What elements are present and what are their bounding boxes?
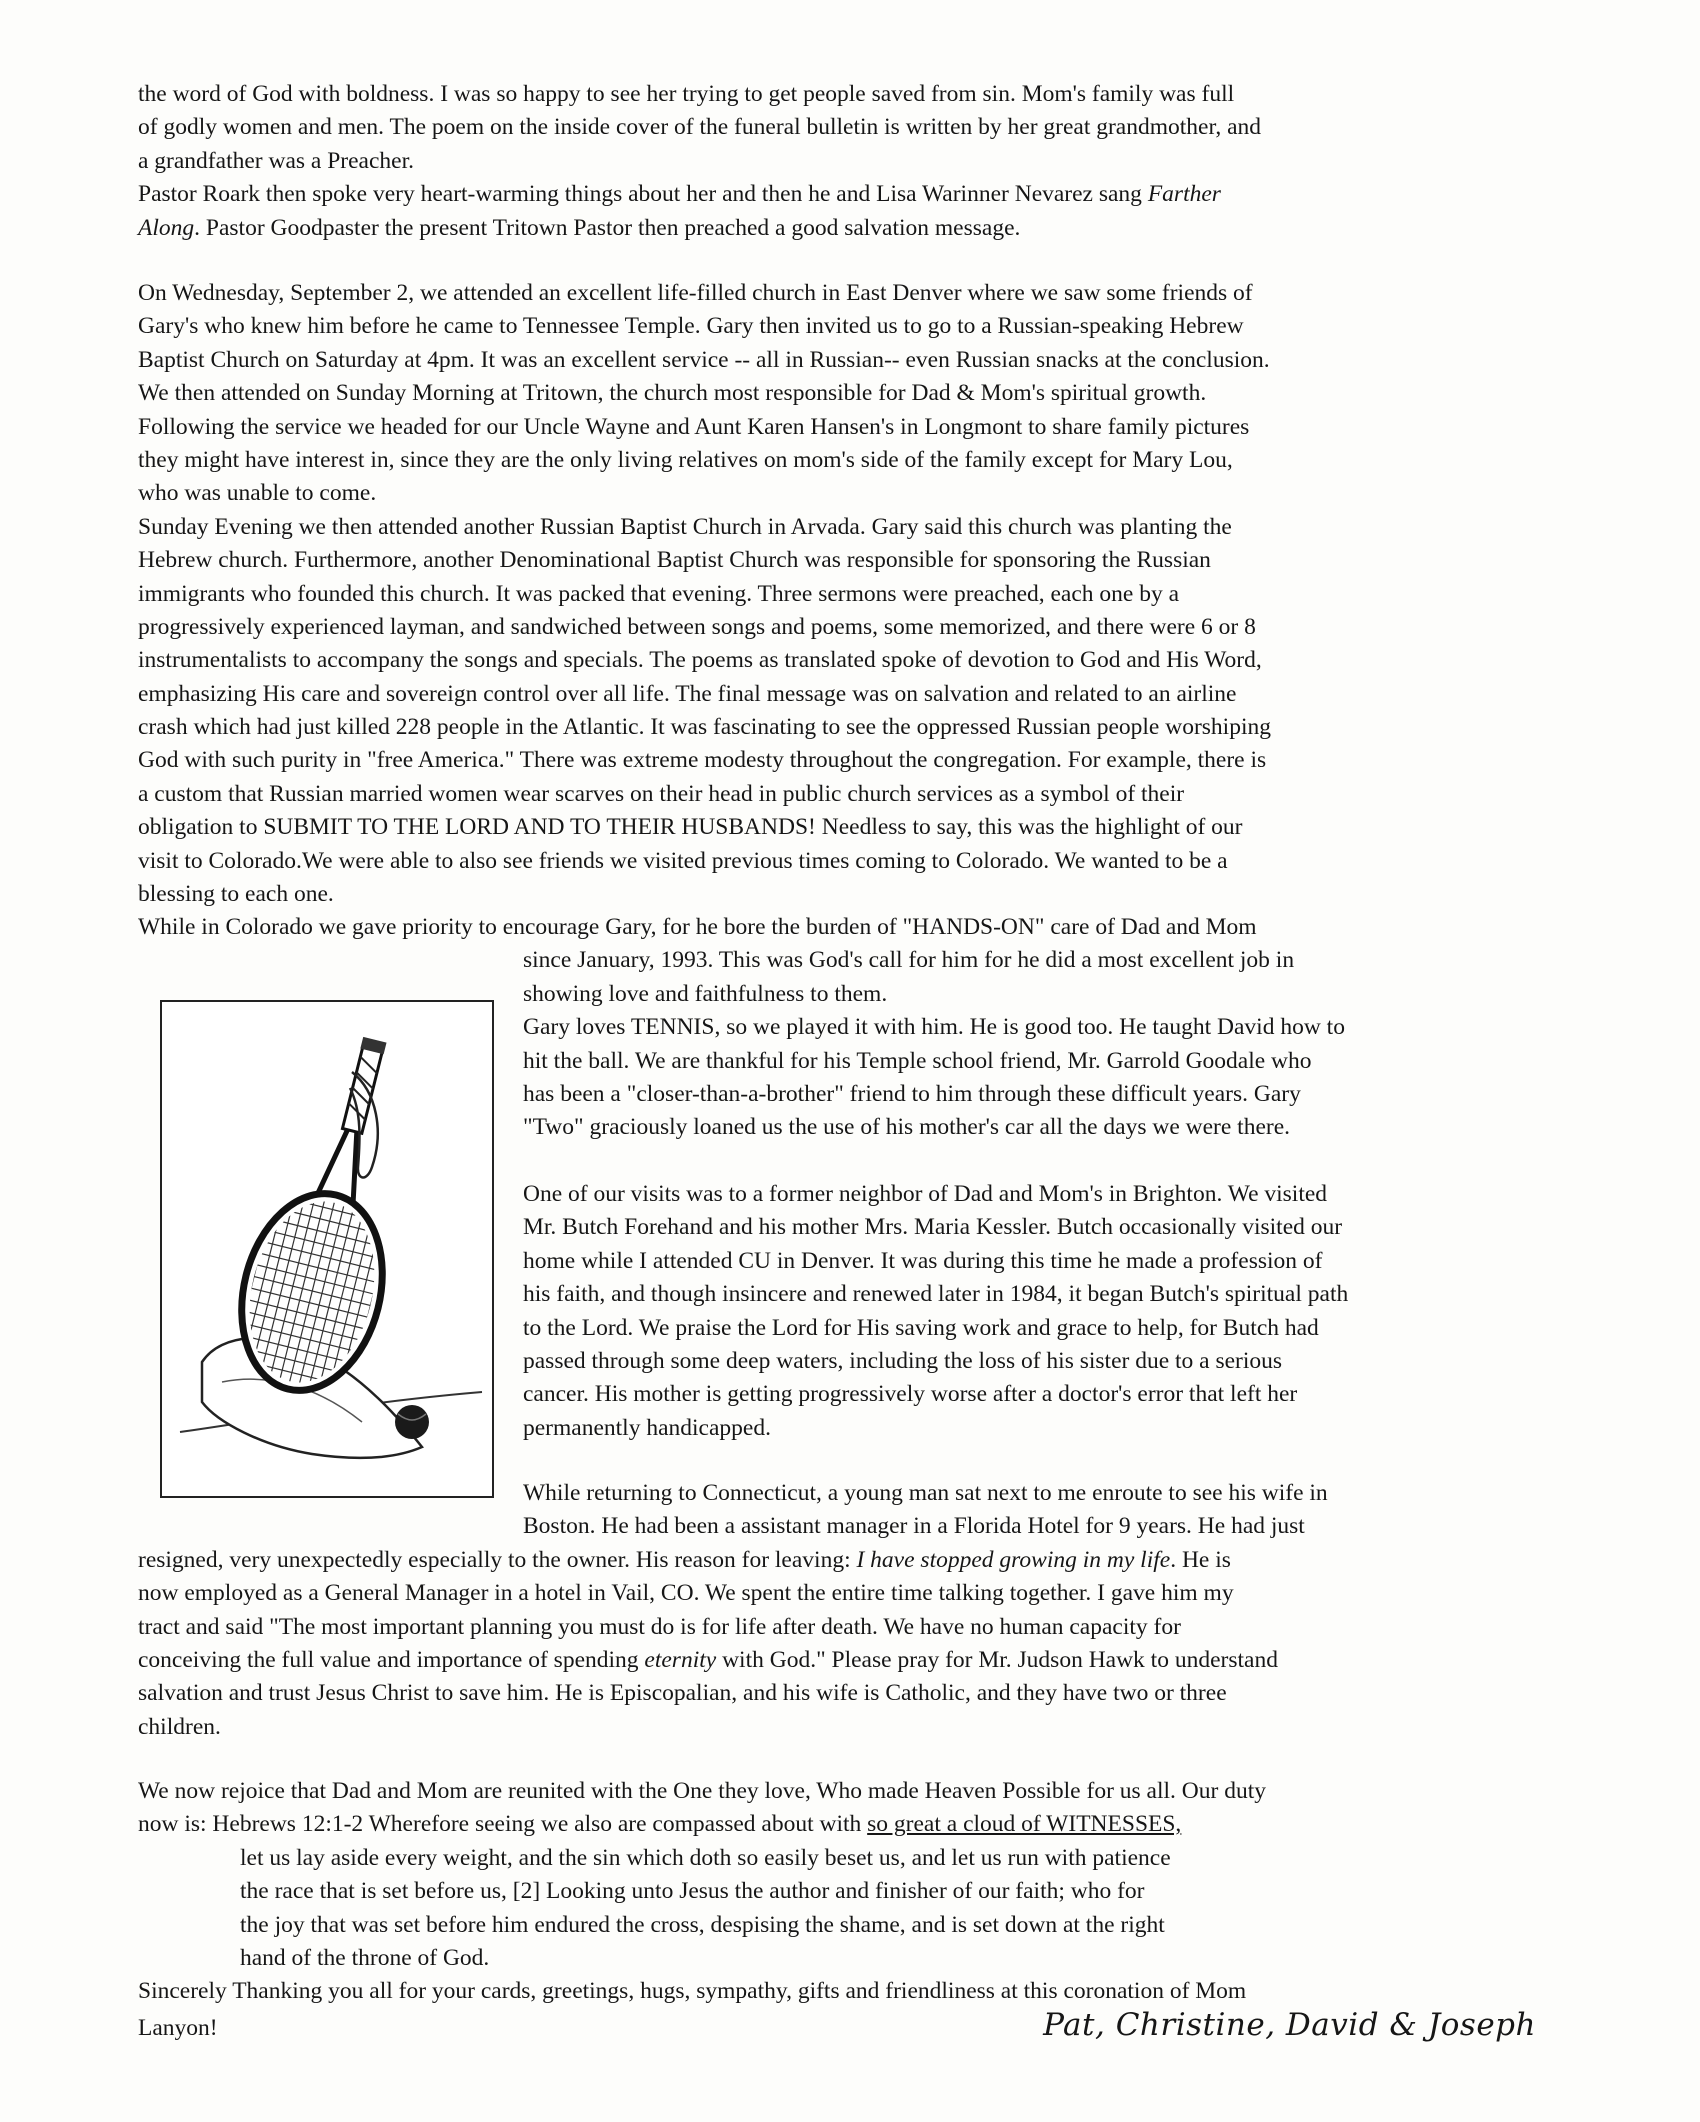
- text-line: Boston. He had been a assistant manager in a Florida Hotel for 9 years. He had just: [523, 1513, 1305, 1540]
- text-run: Pastor Roark then spoke very heart-warming things about her and then he and Lisa Warinner Nevarez sang: [138, 181, 1148, 208]
- text-line: Gary's who knew him before he came to Tennessee Temple. Gary then invited us to go to a Russian-speaking Hebrew: [138, 313, 1244, 340]
- text-line: since January, 1993. This was God's call for him for he did a most excellent job in: [523, 947, 1295, 974]
- text-line: We now rejoice that Dad and Mom are reunited with the One they love, Who made Heaven Possible for us all. Our duty: [138, 1778, 1266, 1804]
- text-line: emphasizing His care and sovereign control over all life. The final message was on salvation and related to an airline: [138, 680, 1237, 707]
- word-emphasis: eternity: [644, 1646, 717, 1673]
- scripture-line: the joy that was set before him endured the cross, despising the shame, and is set down at the right: [240, 1911, 1165, 1938]
- text-line: they might have interest in, since they are the only living relatives on mom's side of the family except for Mary Lou,: [138, 446, 1233, 473]
- text-run: now is: Hebrews 12:1-2 Wherefore seeing we also are compassed about with: [138, 1811, 868, 1838]
- text-line: Sincerely Thanking you all for your cards, greetings, hugs, sympathy, gifts and friendliness at this coronation of Mom: [138, 1978, 1247, 2005]
- text-run: Lanyon!: [138, 2014, 218, 2041]
- text-line: a custom that Russian married women wear scarves on their head in public church services as a symbol of their: [138, 780, 1185, 807]
- text-line: [138, 212, 1538, 245]
- text-run: conceiving the full value and importance of spending: [138, 1646, 645, 1673]
- text-line: cancer. His mother is getting progressively worse after a doctor's error that left her: [523, 1381, 1298, 1408]
- song-title-part-2: Along: [138, 214, 195, 241]
- text-line: blessing to each one.: [138, 881, 334, 908]
- text-line: We then attended on Sunday Morning at Tritown, the church most responsible for Dad & Mom's spiritual growth.: [138, 380, 1207, 407]
- paragraph-flight-home: [138, 1477, 1538, 1744]
- text-line: [138, 178, 1538, 211]
- text-line: [138, 1544, 1538, 1577]
- paragraph-denver-churches: [138, 277, 1538, 911]
- signoff-line: [138, 2006, 1538, 2043]
- text-line: now employed as a General Manager in a hotel in Vail, CO. We spent the entire time talking together. I gave him my: [138, 1580, 1234, 1607]
- text-line: immigrants who founded this church. It was packed that evening. Three sermons were preached, each one by a: [138, 580, 1180, 607]
- text-line: obligation to SUBMIT TO THE LORD AND TO THEIR HUSBANDS! Needless to say, this was the highlight of our: [138, 814, 1243, 841]
- text-line: [138, 1808, 1538, 1841]
- song-title-part-1: Farther: [1147, 181, 1221, 208]
- quote-emphasis: I have stopped growing in my life: [856, 1546, 1171, 1573]
- text-line: Mr. Butch Forehand and his mother Mrs. Maria Kessler. Butch occasionally visited our: [523, 1214, 1343, 1241]
- text-line: who was unable to come.: [138, 480, 377, 507]
- tennis-racquet-illustration: [160, 1000, 494, 1498]
- text-line: showing love and faithfulness to them.: [523, 980, 888, 1007]
- text-run: . Pastor Goodpaster the present Tritown Pastor then preached a good salvation message.: [194, 214, 1021, 241]
- text-line: God with such purity in "free America." There was extreme modesty throughout the congregation. For example, there is: [138, 747, 1267, 774]
- text-line: "Two" graciously loaned us the use of his mother's car all the days we were there.: [523, 1114, 1291, 1141]
- text-line: a grandfather was a Preacher.: [138, 147, 414, 174]
- scripture-line: let us lay aside every weight, and the sin which doth so easily beset us, and let us run with patience: [240, 1844, 1171, 1871]
- text-line: One of our visits was to a former neighbor of Dad and Mom's in Brighton. We visited: [523, 1181, 1328, 1207]
- text-line: has been a "closer-than-a-brother" friend to him through these difficult years. Gary: [523, 1080, 1301, 1107]
- text-line: Baptist Church on Saturday at 4pm. It was an excellent service -- all in Russian-- even Russian snacks at the conclusion.: [138, 346, 1270, 373]
- text-line: progressively experienced layman, and sandwiched between songs and poems, some memorized, and there were 6 or 8: [138, 613, 1256, 640]
- text-line: instrumentalists to accompany the songs and specials. The poems as translated spoke of devotion to God and His Word,: [138, 647, 1262, 674]
- text-line: the word of God with boldness. I was so happy to see her trying to get people saved from sin. Mom's family was full: [138, 81, 1235, 107]
- text-line: passed through some deep waters, including the loss of his sister due to a serious: [523, 1347, 1283, 1374]
- text-line: Hebrew church. Furthermore, another Denominational Baptist Church was responsible for sponsoring the Russian: [138, 547, 1211, 574]
- text-line: visit to Colorado.We were able to also see friends we visited previous times coming to Colorado. We wanted to be a: [138, 847, 1228, 874]
- text-line: children.: [138, 1713, 221, 1740]
- text-run: resigned, very unexpectedly especially to the owner. His reason for leaving:: [138, 1546, 857, 1573]
- racquet-drawing: [162, 1002, 492, 1496]
- signature: Pat, Christine, David & Joseph: [1043, 2006, 1536, 2043]
- text-line: permanently handicapped.: [523, 1414, 771, 1441]
- text-line: salvation and trust Jesus Christ to save him. He is Episcopalian, and his wife is Catholic, and they have two or three: [138, 1680, 1227, 1707]
- text-line: While returning to Connecticut, a young man sat next to me enroute to see his wife in: [523, 1480, 1328, 1506]
- text-line: Sunday Evening we then attended another Russian Baptist Church in Arvada. Gary said this church was planting the: [138, 513, 1232, 540]
- scripture-line: hand of the throne of God.: [240, 1944, 490, 1971]
- scripture-line: the race that is set before us, [2] Looking unto Jesus the author and finisher of our faith; who for: [240, 1878, 1145, 1905]
- text-line: to the Lord. We praise the Lord for His saving work and grace to help, for Butch had: [523, 1314, 1319, 1341]
- text-line: Gary loves TENNIS, so we played it with him. He is good too. He taught David how to: [523, 1014, 1345, 1041]
- text-line: [138, 1644, 1538, 1677]
- text-line: crash which had just killed 228 people in the Atlantic. It was fascinating to see the oppressed Russian people worshiping: [138, 714, 1271, 741]
- paragraph-funeral-service: [138, 78, 1538, 245]
- text-line: of godly women and men. The poem on the inside cover of the funeral bulletin is written by her great grandmother, and: [138, 114, 1262, 141]
- text-line: tract and said "The most important planning you must do is for life after death. We have no human capacity for: [138, 1613, 1181, 1640]
- paragraph-closing: [138, 1775, 1538, 2042]
- text-line: On Wednesday, September 2, we attended an excellent life-filled church in East Denver where we saw some friends of: [138, 280, 1253, 306]
- text-line: While in Colorado we gave priority to encourage Gary, for he bore the burden of "HANDS-ON" care of Dad and Mom: [138, 914, 1257, 940]
- text-line: Following the service we headed for our Uncle Wayne and Aunt Karen Hansen's in Longmont to share family pictures: [138, 413, 1250, 440]
- text-line: hit the ball. We are thankful for his Temple school friend, Mr. Garrold Goodale who: [523, 1047, 1312, 1074]
- text-line: his faith, and though insincere and renewed later in 1984, it began Butch's spiritual path: [523, 1281, 1349, 1308]
- text-run: . He is: [1170, 1546, 1231, 1573]
- underlined-phrase: so great a cloud of WITNESSES,: [867, 1811, 1182, 1838]
- text-run: with God." Please pray for Mr. Judson Hawk to understand: [716, 1646, 1278, 1673]
- text-line: home while I attended CU in Denver. It was during this time he made a profession of: [523, 1247, 1323, 1274]
